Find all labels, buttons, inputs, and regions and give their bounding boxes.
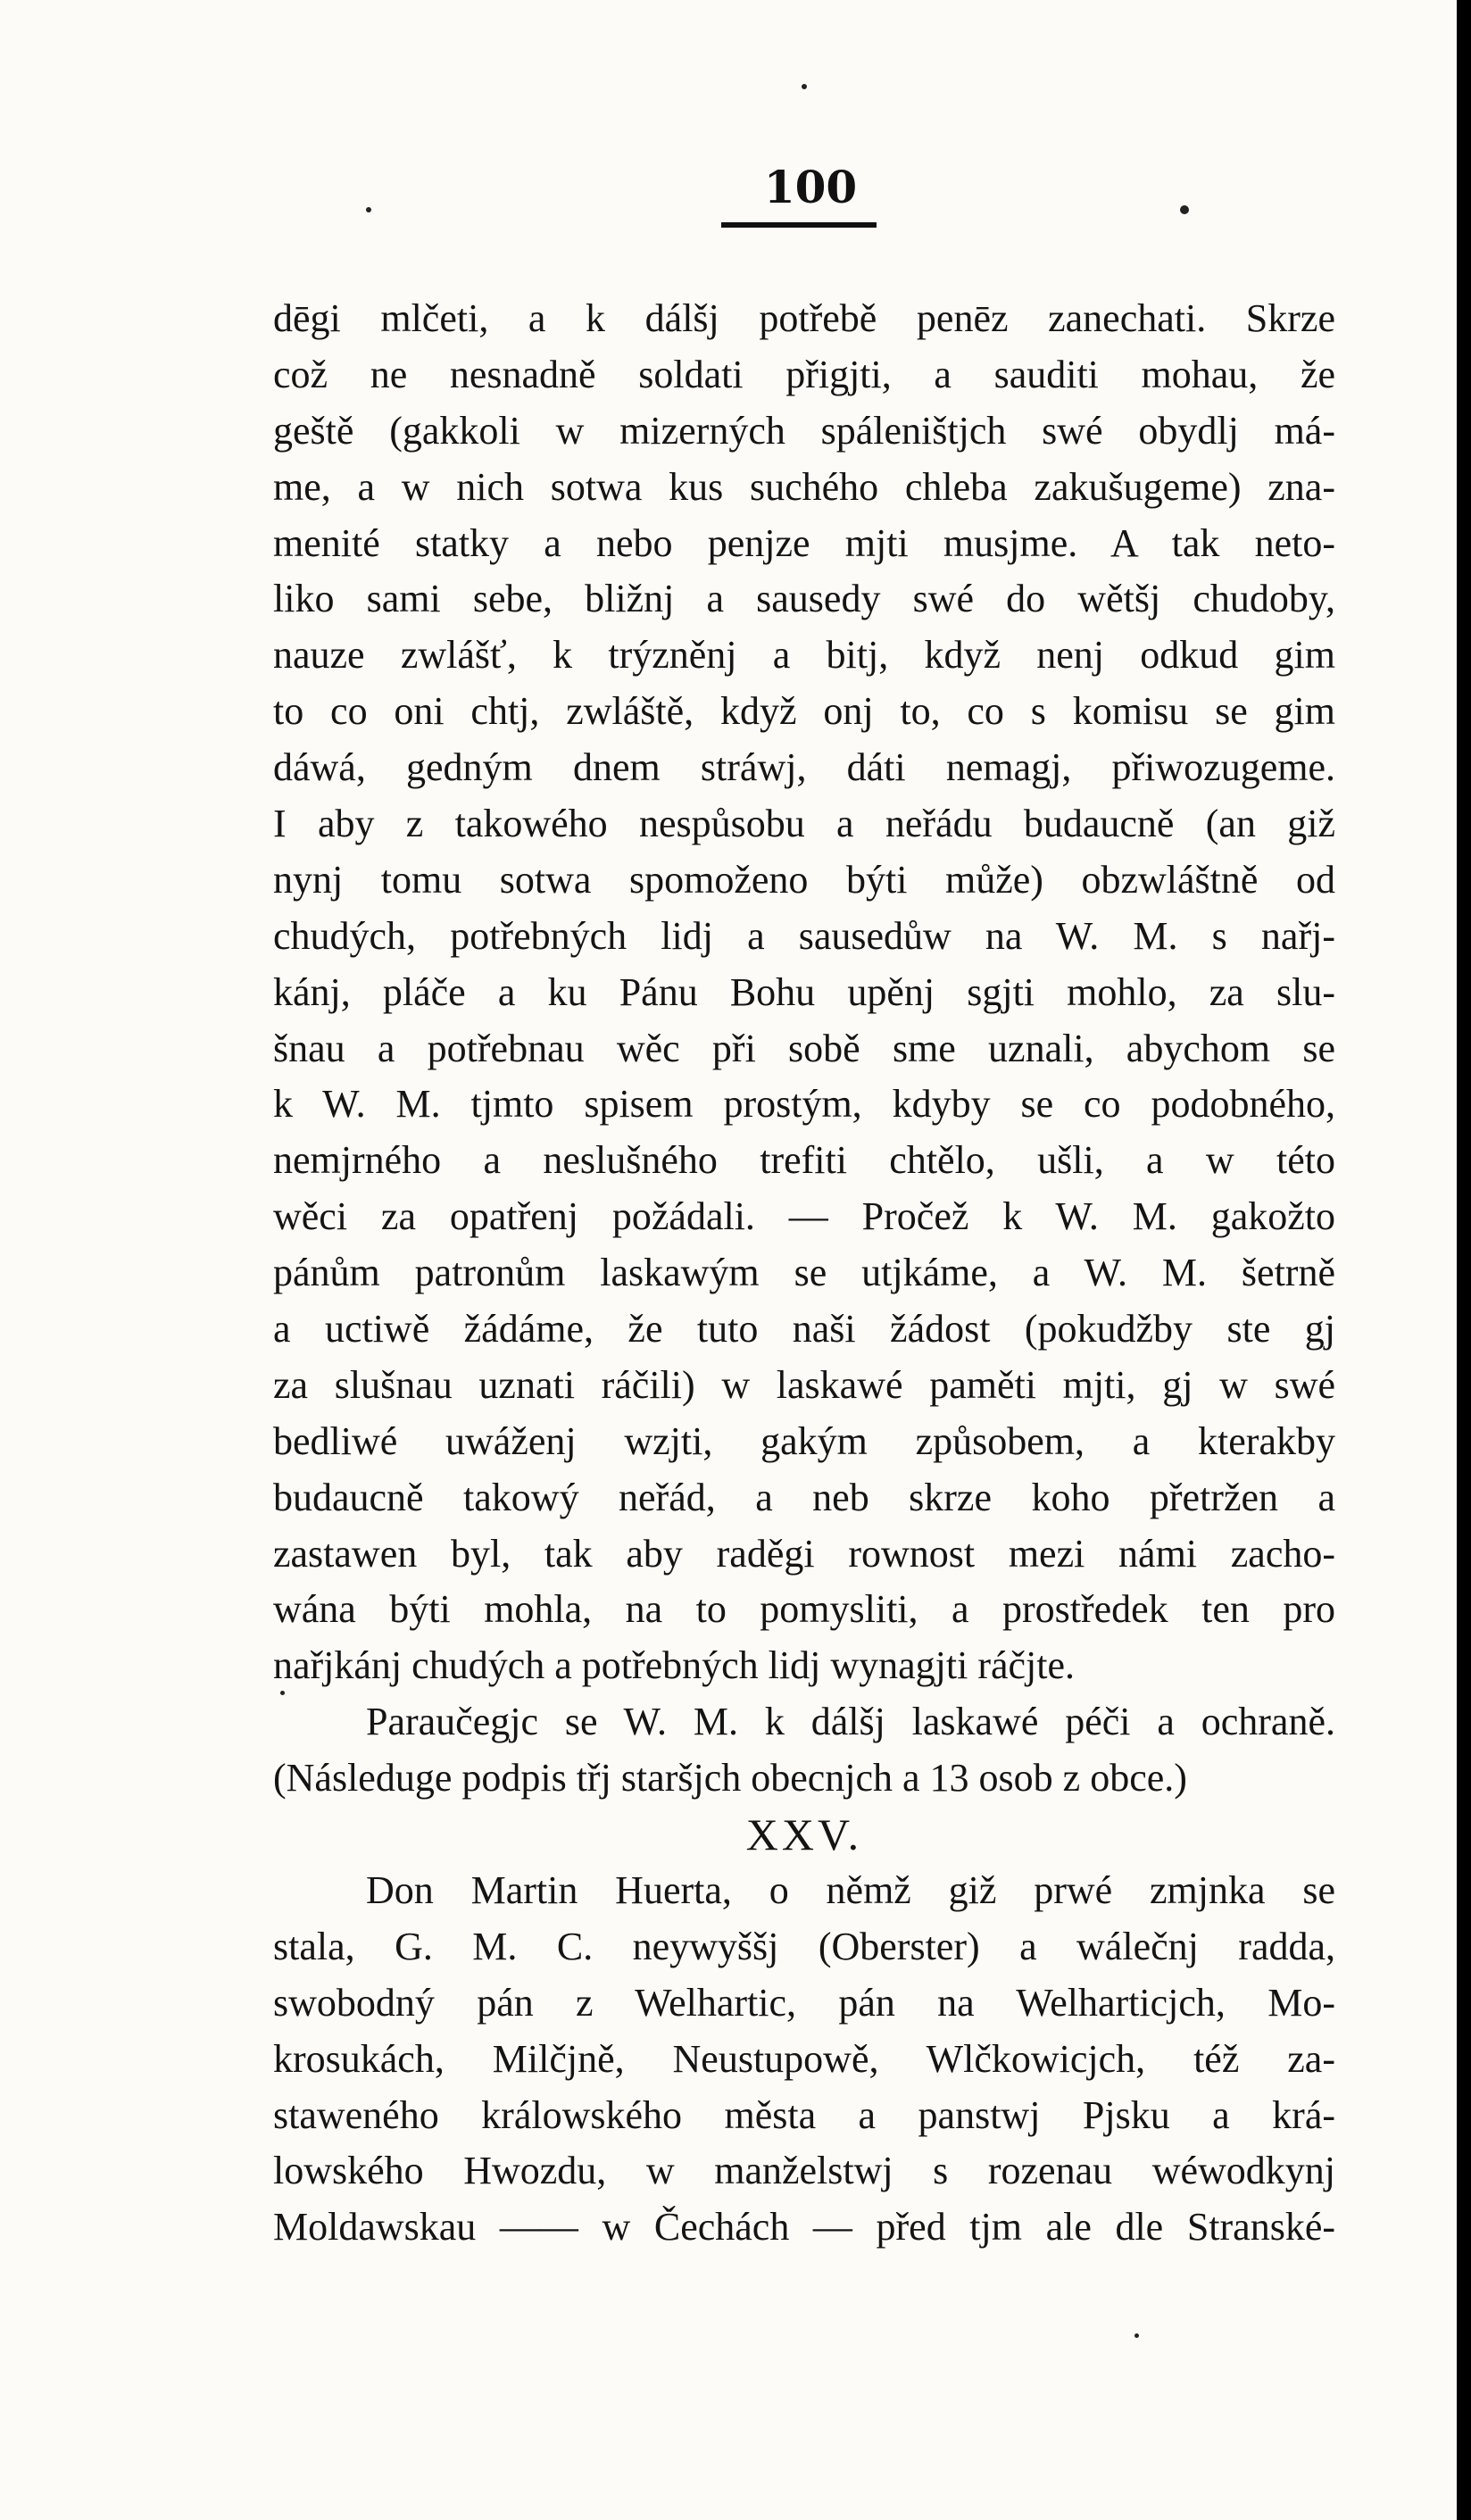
text-line: k W. M. tjmto spisem prostým, kdyby se co podobného, [273, 1082, 1335, 1127]
speck-mark [366, 207, 371, 212]
text-line: a uctiwě žádáme, že tuto naši žádost (pokudžby ste gj [273, 1307, 1335, 1351]
section-heading: XXV. [745, 1809, 863, 1860]
page-number: 100 [763, 161, 858, 213]
text-line: šnau a potřebnau wěc při sobě sme uznali, abychom se [273, 1026, 1335, 1070]
closing-line: Paraučegjc se W. M. k dálšj laskawé péči a ochraně. [366, 1700, 1335, 1744]
signature-note: (Následuge podpis třj staršjch obecnjch a 13 osob z obce.) [273, 1756, 1187, 1801]
text-line: Moldawskau —— w Čechách — před tjm ale dle Stranské- [273, 2205, 1335, 2250]
text-line: pánům patronům laskawým se utjkáme, a W. M. šetrně [273, 1251, 1335, 1295]
text-line: bedliwé uwáženj wzjti, gakým způsobem, a kterakby [273, 1418, 1335, 1463]
text-line: nynj tomu sotwa spomoženo býti může) obzwláštně od [273, 857, 1335, 902]
text-line: me, a w nich sotwa kus suchého chleba zakušugeme) zna- [273, 464, 1335, 509]
text-line: nemjrného a neslušného trefiti chtělo, ušli, a w této [273, 1138, 1335, 1183]
text-line: kánj, pláče a ku Pánu Bohu upěnj sgjti mohlo, za slu- [273, 969, 1335, 1014]
page-number-rule [721, 222, 877, 228]
text-line: liko sami sebe, bližnj a sausedy swé do wětšj chudoby, [273, 577, 1335, 621]
text-line: wána býti mohla, na to pomysliti, a prostředek ten pro [273, 1587, 1335, 1632]
text-line: což ne nesnadně soldati přigjti, a sauditi mohau, že [273, 352, 1335, 396]
text-line: krosukách, Milčjně, Neustupowě, Wlčkowicjch, též za- [273, 2036, 1335, 2081]
text-line: za slušnau uznati ráčili) w laskawé paměti mjti, gj w swé [273, 1362, 1335, 1407]
speck-mark [802, 84, 807, 89]
text-line: dēgi mlčeti, a k dálšj potřebě penēz zanechati. Skrze [273, 296, 1335, 340]
text-line: Don Martin Huerta, o němž giž prwé zmjnka se [366, 1867, 1335, 1912]
text-line: geště (gakkoli w mizerných spáleništjch swé obydlj má- [273, 408, 1335, 453]
text-line: I aby z takowého nespůsobu a neřádu budaucně (an giž [273, 802, 1335, 846]
text-line: lowského Hwozdu, w manželstwj s rozenau wéwodkynj [273, 2149, 1335, 2193]
text-line: dáwá, gedným dnem stráwj, dáti nemagj, přiwozugeme. [273, 745, 1335, 790]
text-line: staweného králowského města a panstwj Pjsku a krá- [273, 2092, 1335, 2137]
speck-mark [1134, 2333, 1139, 2338]
text-line: chudých, potřebných lidj a sausedůw na W. M. s nařj- [273, 913, 1335, 958]
text-line: to co oni chtj, zwláště, když onj to, co s komisu se gim [273, 689, 1335, 734]
text-line: menité statky a nebo penjze mjti musjme. A tak neto- [273, 520, 1335, 565]
text-line: budaucně takowý neřád, a neb skrze koho přetržen a [273, 1475, 1335, 1519]
body-text [273, 291, 1335, 2256]
text-line: wěci za opatřenj požádali. — Pročež k W. M. gakožto [273, 1194, 1335, 1239]
scan-border [1457, 0, 1471, 2520]
text-line: nařjkánj chudých a potřebných lidj wynagjti ráčjte. [273, 1643, 1076, 1688]
text-line: stala, G. M. C. neywyššj (Oberster) a wálečnj radda, [273, 1924, 1335, 1968]
text-line: zastawen byl, tak aby raděgi rownost mezi námi zacho- [273, 1531, 1335, 1576]
speck-mark [1180, 205, 1189, 214]
text-line: swobodný pán z Welhartic, pán na Welharticjch, Mo- [273, 1980, 1335, 2025]
text-line: nauze zwlášť, k trýzněnj a bitj, když nenj odkud gim [273, 633, 1335, 678]
